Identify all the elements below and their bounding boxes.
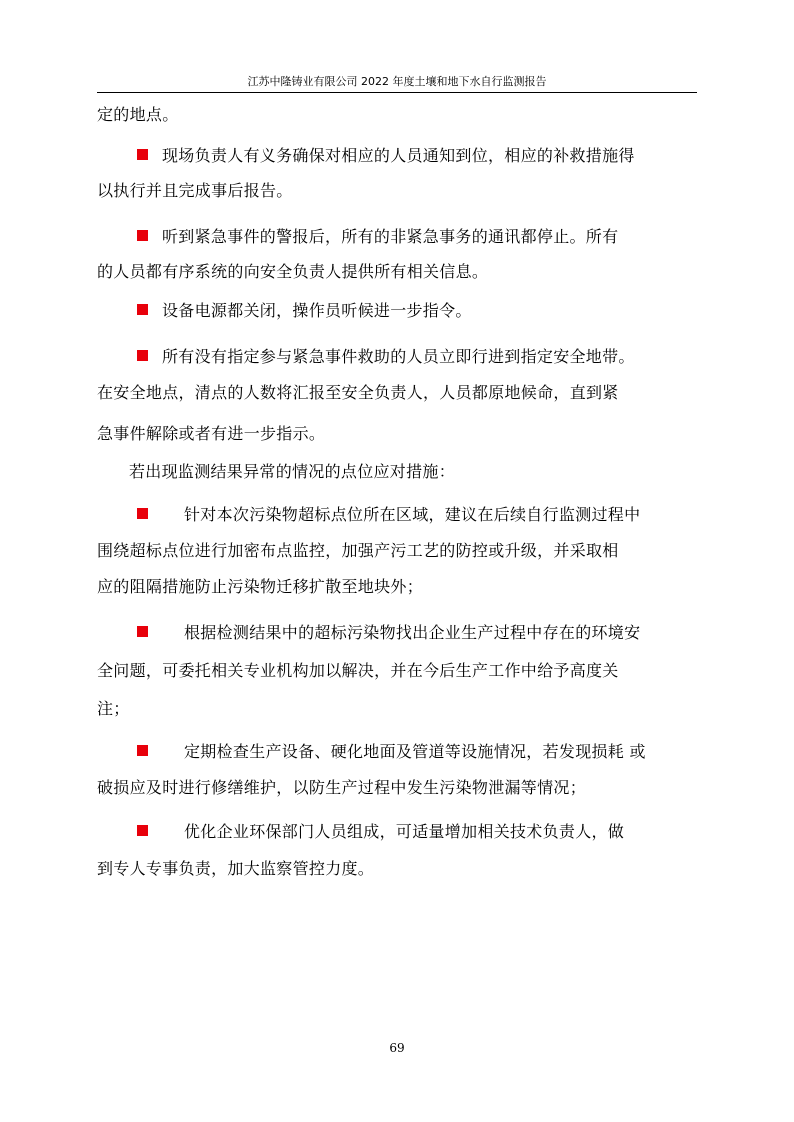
- text-line: 定期检查生产设备、硬化地面及管道等设施情况，若发现损耗 或: [184, 742, 646, 761]
- text-line: 在安全地点，清点的人数将汇报至安全负责人，人员都原地候命，直到紧: [97, 383, 619, 402]
- square-bullet-icon: [137, 626, 148, 637]
- running-header: 江苏中隆铸业有限公司 2022 年度土壤和地下水自行监测报告: [247, 75, 547, 88]
- text-line: 全问题，可委托相关专业机构加以解决，并在今后生产工作中给予高度关: [97, 661, 619, 680]
- square-bullet-icon: [137, 825, 148, 836]
- text-line: 的人员都有序系统的向安全负责人提供所有相关信息。: [97, 262, 489, 281]
- page-number: 69: [389, 1041, 405, 1055]
- bullet-paragraph-power: [97, 300, 707, 322]
- text-line: 所有没有指定参与紧急事件救助的人员立即行进到指定安全地带。: [162, 347, 635, 366]
- text-line: 听到紧急事件的警报后，所有的非紧急事务的通讯都停止。所有: [162, 227, 619, 246]
- text-line: 应的阻隔措施防止污染物迁移扩散至地块外；: [97, 577, 424, 596]
- square-bullet-icon: [137, 745, 148, 756]
- bullet-paragraph-inspection: [97, 741, 707, 763]
- square-bullet-icon: [137, 149, 148, 160]
- bullet-paragraph-staffing: [97, 821, 707, 843]
- text-line: 根据检测结果中的超标污染物找出企业生产过程中存在的环境安: [184, 623, 641, 642]
- text-line: 优化企业环保部门人员组成，可适量增加相关技术负责人，做: [184, 822, 625, 841]
- square-bullet-icon: [137, 508, 148, 519]
- square-bullet-icon: [137, 350, 148, 361]
- text-line: 到专人专事负责，加大监察管控力度。: [97, 859, 375, 878]
- bullet-paragraph-safety: [97, 622, 707, 644]
- bullet-paragraph-notify: [97, 145, 707, 167]
- text-line: 急事件解除或者有进一步指示。: [97, 424, 326, 443]
- bullet-paragraph-evacuate: [97, 346, 707, 368]
- bullet-paragraph-alarm: [97, 226, 707, 248]
- text-line: 围绕超标点位进行加密布点监控，加强产污工艺的防控或升级，并采取相: [97, 541, 619, 560]
- square-bullet-icon: [137, 230, 148, 241]
- text-line: 注；: [97, 699, 130, 718]
- bullet-paragraph-monitoring: [97, 504, 707, 526]
- text-line: 设备电源都关闭，操作员听候进一步指令。: [162, 301, 472, 320]
- text-line: 现场负责人有义务确保对相应的人员通知到位，相应的补救措施得: [162, 146, 635, 165]
- text-line: 定的地点。: [97, 105, 179, 124]
- text-line: 若出现监测结果异常的情况的点位应对措施：: [129, 462, 456, 481]
- header-rule: [97, 92, 697, 93]
- text-line: 破损应及时进行修缮维护，以防生产过程中发生污染物泄漏等情况；: [97, 778, 587, 797]
- text-line: 针对本次污染物超标点位所在区域，建议在后续自行监测过程中: [184, 505, 641, 524]
- text-line: 以执行并且完成事后报告。: [97, 181, 293, 200]
- square-bullet-icon: [137, 304, 148, 315]
